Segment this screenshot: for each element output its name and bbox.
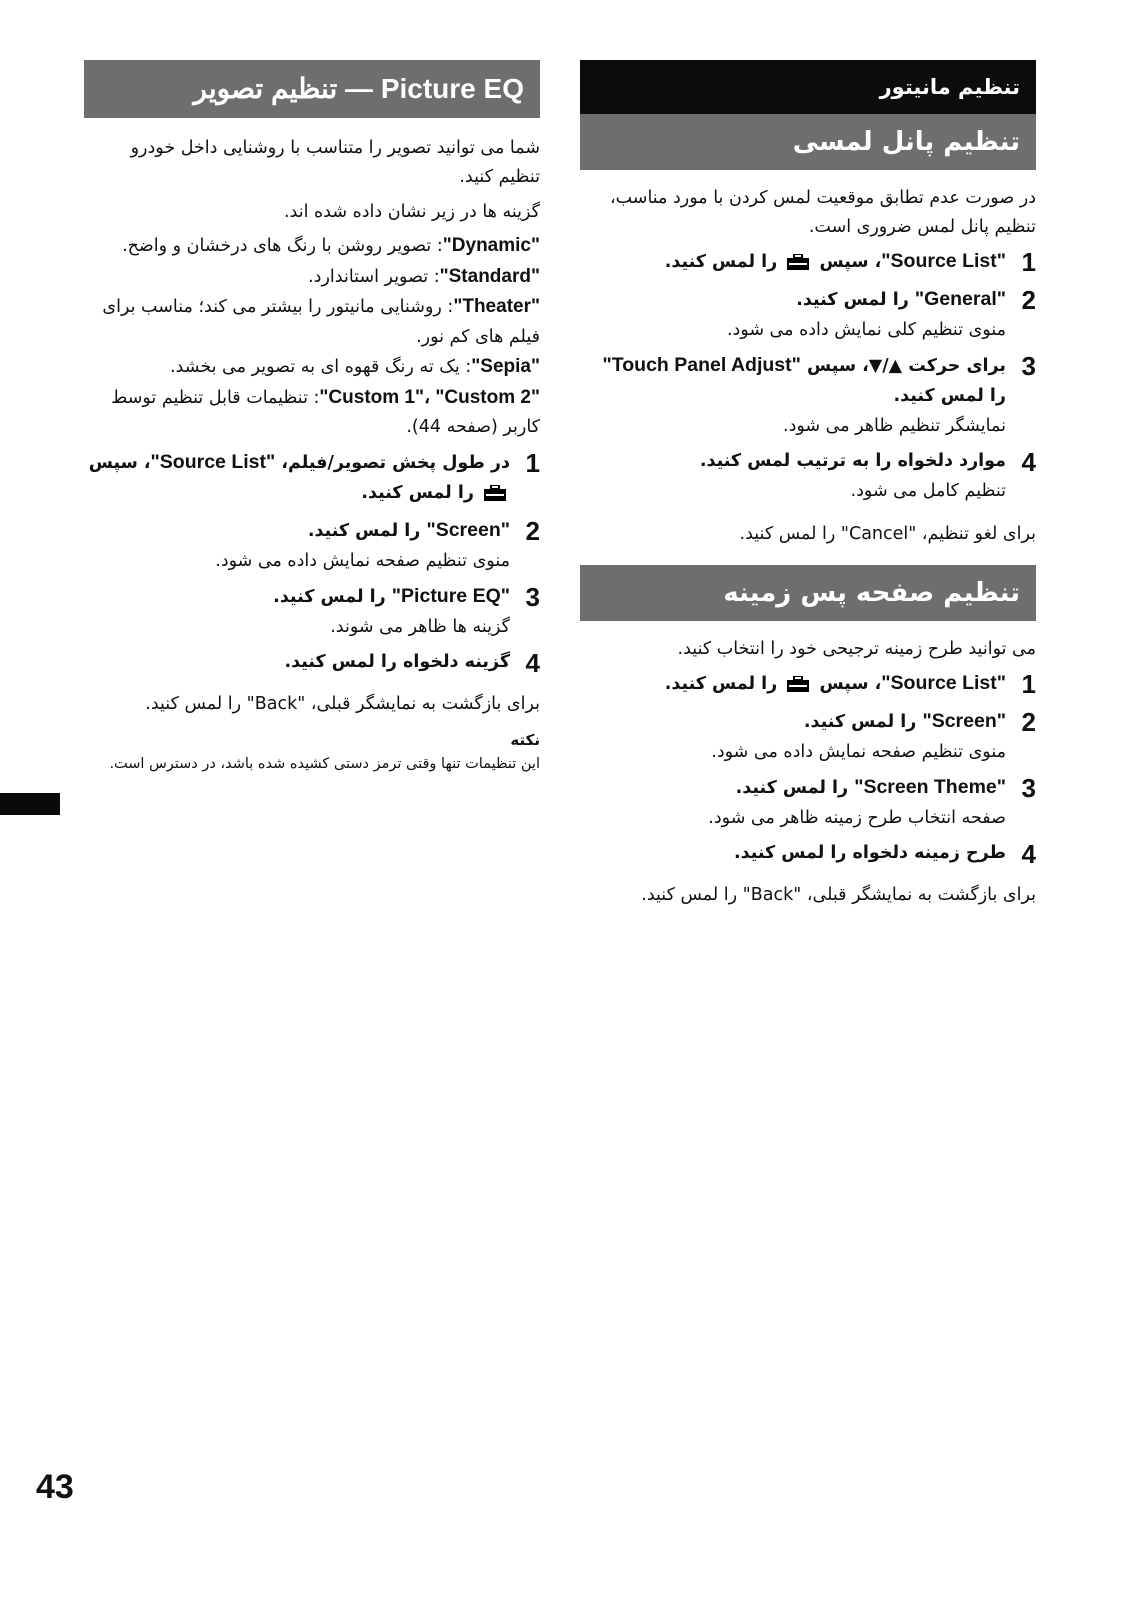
step-3 (580, 350, 1036, 411)
option-desc: : روشنایی مانیتور را بیشتر می کند؛ مناسب برای فیلم های کم نور. (102, 297, 540, 347)
source-list-label: "Source List" (881, 672, 1006, 694)
option-sepia (84, 352, 540, 383)
screen-theme-label: "Screen Theme" (854, 776, 1006, 798)
step-number: 1 (525, 447, 540, 478)
step-4 (580, 446, 1036, 476)
step-text: ، سپس (813, 674, 882, 694)
option-theater (84, 292, 540, 352)
step-2 (84, 515, 540, 546)
back-instruction: برای بازگشت به نمایشگر قبلی، "Back" را لمس کنید. (145, 693, 540, 714)
step-number: 1 (1021, 247, 1036, 277)
step-text: طرح زمینه دلخواه را لمس کنید. (733, 843, 1006, 863)
option-name: "Custom 1"، "Custom 2" (319, 386, 540, 408)
step-2-result: منوی تنظیم صفحه نمایش داده می شود. (711, 742, 1006, 762)
back-instruction: برای بازگشت به نمایشگر قبلی، "Back" را لمس کنید. (641, 885, 1036, 905)
step-text: را لمس کنید. (796, 290, 915, 310)
menu-toolbox-icon (787, 672, 809, 702)
option-name: "Sepia" (471, 356, 540, 377)
general-label: "General" (914, 288, 1006, 310)
source-list-label: "Source List" (150, 450, 276, 473)
monitor-settings-section (580, 60, 1036, 910)
source-list-label: "Source List" (881, 250, 1006, 272)
step-3 (580, 772, 1036, 803)
section-index-tab (0, 793, 60, 815)
step-3-result: نمایشگر تنظیم ظاهر می شود. (783, 416, 1006, 436)
step-2 (580, 284, 1036, 315)
step-text: برای حرکت ▲/▼، سپس (800, 356, 1006, 376)
screen-theme-intro: می توانید طرح زمینه ترجیحی خود را انتخاب کنید. (677, 639, 1036, 659)
step-text: را لمس کنید. (307, 520, 427, 541)
step-2 (580, 706, 1036, 737)
option-custom (84, 383, 540, 443)
option-desc: : تصویر روشن با رنگ های درخشان و واضح. (122, 236, 443, 256)
touch-panel-intro: در صورت عدم تطابق موقعیت لمس کردن با مورد مناسب، تنظیم پانل لمس ضروری است. (609, 188, 1036, 237)
step-text: را لمس کنید. (664, 674, 784, 694)
step-text: را لمس کنید. (273, 586, 392, 607)
menu-toolbox-icon (484, 481, 506, 511)
step-text: ، سپس (88, 452, 151, 473)
step-number: 1 (1021, 669, 1036, 699)
step-3-result: گزینه ها ظاهر می شوند. (330, 616, 510, 637)
option-desc: : تنظیمات قابل تنظیم توسط کاربر (صفحه 44). (111, 387, 540, 437)
step-3-result: صفحه انتخاب طرح زمینه ظاهر می شود. (708, 808, 1006, 828)
step-number: 4 (1021, 447, 1036, 477)
step-1 (84, 447, 540, 511)
step-3 (84, 581, 540, 612)
step-1 (580, 668, 1036, 702)
step-4 (580, 838, 1036, 868)
step-text: ، سپس (813, 252, 882, 272)
step-number: 3 (1021, 773, 1036, 803)
step-number: 2 (1021, 707, 1036, 737)
note-body: این تنظیمات تنها وقتی ترمز دستی کشیده شده باشد، در دسترس است. (109, 755, 540, 772)
picture-eq-options-intro: گزینه ها در زیر نشان داده شده اند. (283, 202, 540, 222)
step-2-result: منوی تنظیم کلی نمایش داده می شود. (726, 320, 1006, 340)
screen-label: "Screen" (922, 710, 1006, 732)
step-number: 2 (525, 515, 540, 546)
option-desc: : تصویر استاندارد. (308, 266, 440, 287)
step-text: گزینه دلخواه را لمس کنید. (284, 651, 510, 672)
touch-panel-title: تنظیم پانل لمسی (580, 114, 1036, 170)
option-desc: : یک ته رنگ قهوه ای به تصویر می بخشد. (169, 357, 472, 377)
screen-label: "Screen" (426, 518, 510, 541)
option-name: "Dynamic" (442, 235, 540, 256)
cancel-instruction: برای لغو تنظیم، "Cancel" را لمس کنید. (739, 524, 1036, 544)
step-text: را لمس کنید. (361, 482, 480, 503)
touch-panel-adjust-label: "Touch Panel Adjust" (602, 354, 801, 376)
step-text: را لمس کنید. (893, 386, 1006, 406)
step-text: را لمس کنید. (803, 712, 923, 732)
option-list (84, 231, 540, 443)
step-text: در طول پخش تصویر/فیلم، (275, 452, 510, 473)
step-2-result: منوی تنظیم صفحه نمایش داده می شود. (215, 550, 510, 571)
screen-theme-title: تنظیم صفحه پس زمینه (580, 565, 1036, 621)
step-number: 3 (1021, 351, 1036, 381)
option-name: "Theater" (453, 296, 540, 317)
step-4 (84, 647, 540, 677)
step-number: 4 (1021, 839, 1036, 869)
step-number: 3 (525, 581, 540, 612)
step-number: 4 (525, 647, 540, 678)
option-name: "Standard" (439, 265, 540, 287)
menu-toolbox-icon (787, 250, 809, 280)
option-dynamic (84, 231, 540, 262)
monitor-settings-header: تنظیم مانیتور (580, 60, 1036, 114)
note-title: نکته (510, 730, 540, 749)
step-text: موارد دلخواه را به ترتیب لمس کنید. (699, 451, 1006, 471)
step-number: 2 (1021, 285, 1036, 315)
step-text: را لمس کنید. (735, 778, 855, 798)
step-text: را لمس کنید. (664, 252, 784, 272)
picture-eq-title: Picture EQ — تنظیم تصویر (84, 60, 540, 118)
step-4-result: تنظیم کامل می شود. (850, 481, 1006, 501)
picture-eq-intro: شما می توانید تصویر را متناسب با روشنایی داخل خودرو تنظیم کنید. (130, 138, 540, 187)
option-standard (84, 262, 540, 293)
picture-eq-section (84, 60, 540, 777)
page-number: 43 (36, 1468, 74, 1506)
step-1 (580, 246, 1036, 280)
picture-eq-label: "Picture EQ" (391, 584, 510, 607)
